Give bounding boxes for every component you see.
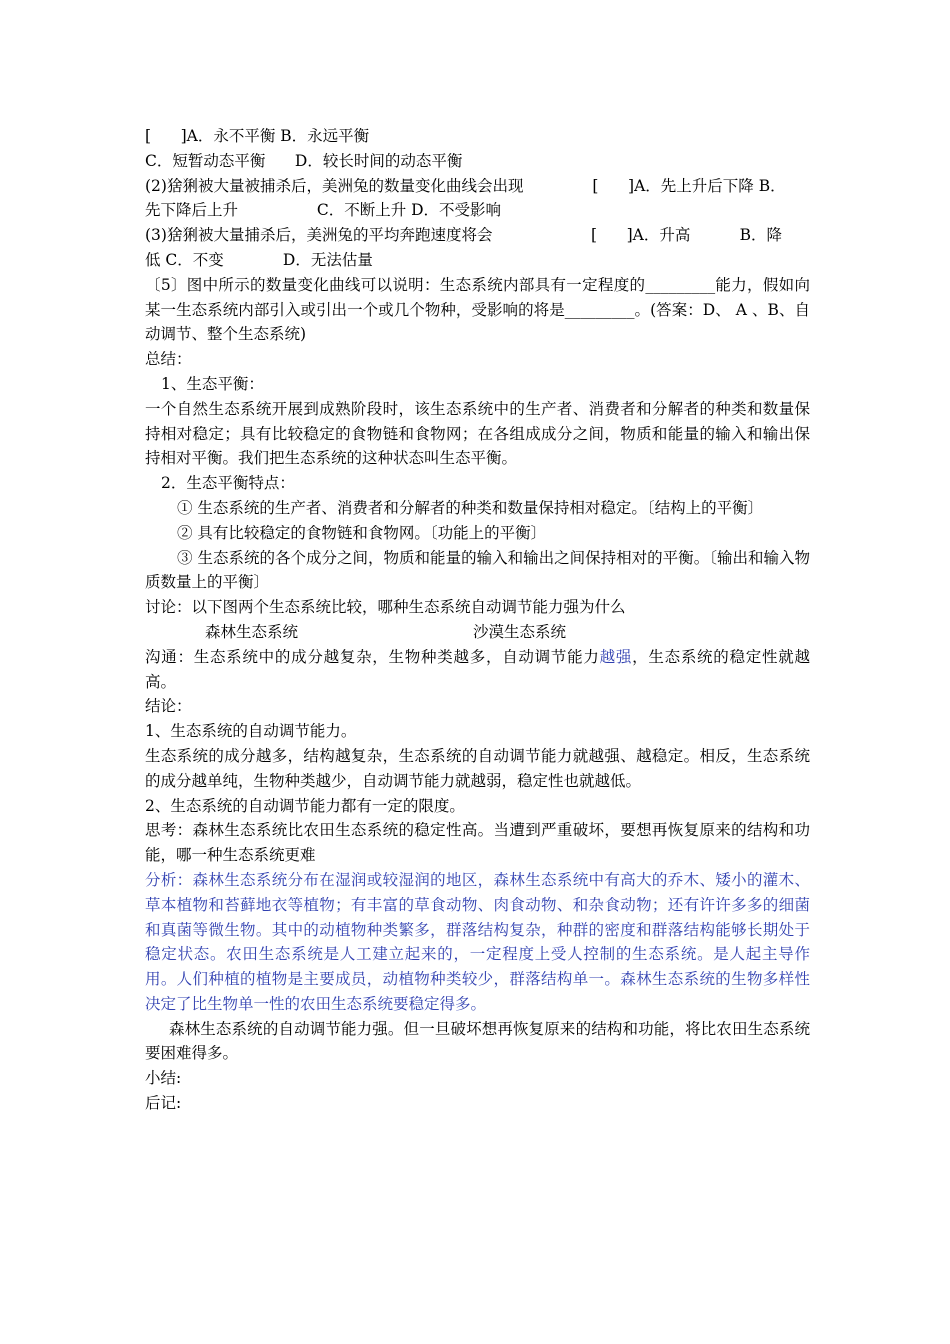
conclusion-point1-body: 生态系统的成分越多，结构越复杂，生态系统的自动调节能力就越强、越稳定。相反，生态系统的成分越单纯，生物种类越少，自动调节能力就越弱，稳定性也就越低。: [145, 746, 810, 790]
feature-3: ③ 生态系统的各个成分之间，物质和能量的输入和输出之间保持相对的平衡。〔输出和输入物质数量上的平衡〕: [145, 548, 810, 592]
communication-prefix: 沟通：生态系统中的成分越复杂，生物种类越多，自动调节能力: [145, 647, 600, 666]
q3-line2: 低 C．不变 D．无法估量: [145, 250, 373, 269]
q3-line1: (3)猞猁被大量捕杀后，美洲兔的平均奔跑速度将会 [ ]A．升高 B．降: [145, 226, 783, 245]
summary-item2-title: 2．生态平衡特点：: [161, 474, 295, 493]
conclusion-point2-title: 2、生态系统的自动调节能力都有一定的限度。: [145, 796, 465, 815]
desert-ecosystem-label: 沙漠生态系统: [473, 622, 567, 641]
communication-suffix: ，生态系统的稳定性就越高。: [145, 647, 810, 691]
conclusion-point1-title: 1、生态系统的自动调节能力。: [145, 722, 357, 741]
analysis-text: 分析：森林生态系统分布在湿润或较湿润的地区，森林生态系统中有高大的乔木、矮小的灌木、草本植物和苔藓地衣等植物；有丰富的草食动物、肉食动物、和杂食动物；还有许许多多的细菌和真菌等微生物。其中的动植物种类繁多，群落结构复杂，种群的密度和群落结构能够长期处于稳定状态。农田生态系统是人工建立起来的，一定程度上受人控制的生态系统。是人起主导作用。人们种植的植物是主要成员，动植物种类较少，群落结构单一。森林生态系统的生物多样性决定了比生物单一性的农田生态系统要稳定得多。: [145, 870, 810, 1013]
analysis-closing: 森林生态系统的自动调节能力强。但一旦破坏想再恢复原来的结构和功能，将比农田生态系统要困难得多。: [145, 1019, 810, 1063]
document-body: [145, 124, 810, 1116]
summary-item1-body: 一个自然生态系统开展到成熟阶段时，该生态系统中的生产者、消费者和分解者的种类和数量保持相对稳定；具有比较稳定的食物链和食物网；在各组成成分之间，物质和能量的输入和输出保持相对平衡。我们把生态系统的这种状态叫生态平衡。: [145, 399, 810, 468]
conclusion-heading: 结论：: [145, 697, 192, 716]
communication-text: [145, 645, 810, 695]
feature-2: ② 具有比较稳定的食物链和食物网。〔功能上的平衡〕: [177, 523, 547, 542]
footer-notes-label: 后记:: [145, 1094, 182, 1113]
footer-summary-label: 小结:: [145, 1069, 182, 1088]
q1-options-ab: [ ]A．永不平衡 B．永远平衡: [145, 127, 370, 145]
summary-item1-title: 1、生态平衡：: [161, 374, 264, 393]
summary-heading: 总结：: [145, 350, 192, 369]
forest-ecosystem-label: 森林生态系统: [205, 622, 299, 641]
q2-line1: (2)猞猁被大量被捕杀后，美洲兔的数量变化曲线会出现 [ ]A．先上升后下降 B．: [145, 176, 786, 195]
q5-text: 〔5〕图中所示的数量变化曲线可以说明：生态系统内部具有一定程度的_________能力，假如向某一生态系统内部引入或引出一个或几个物种，受影响的将是_________。(答案：D、 A 、B、自动调节、整个生态系统): [145, 275, 810, 344]
think-text: 思考：森林生态系统比农田生态系统的稳定性高。当遭到严重破坏，要想再恢复原来的结构和功能，哪一种生态系统更难: [145, 821, 810, 865]
q2-line2: 先下降后上升 C．不断上升 D．不受影响: [145, 201, 502, 220]
discussion-text: 讨论：以下图两个生态系统比较，哪种生态系统自动调节能力强为什么: [145, 598, 626, 617]
communication-highlight: 越强: [599, 647, 633, 666]
q1-options-cd: C．短暂动态平衡 D．较长时间的动态平衡: [145, 151, 463, 170]
ecosystem-labels: [145, 620, 810, 645]
feature-1: ① 生态系统的生产者、消费者和分解者的种类和数量保持相对稳定。〔结构上的平衡〕: [177, 498, 764, 517]
